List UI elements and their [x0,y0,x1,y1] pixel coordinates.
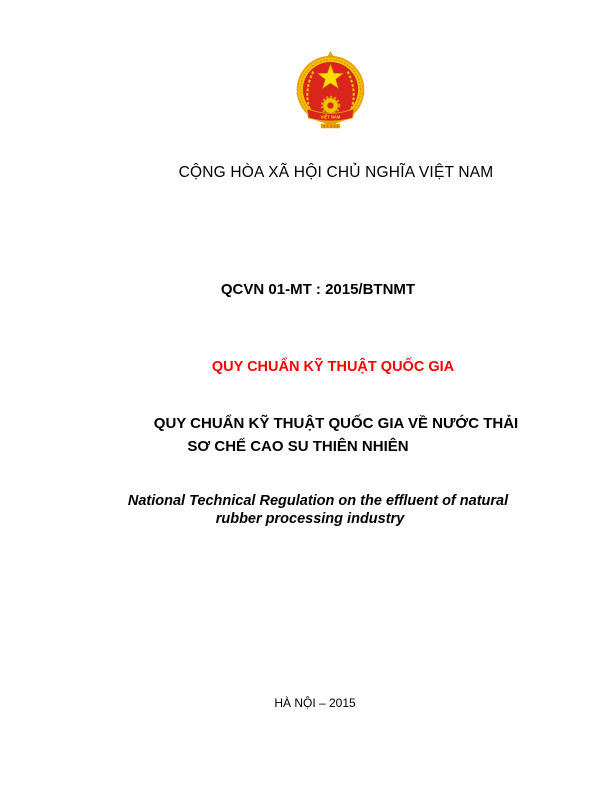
vietnam-emblem-icon [296,51,365,129]
title-english-line-1: National Technical Regulation on the effluent of natural [127,493,509,509]
regulation-code: QCVN 01-MT : 2015/BTNMT [220,281,416,298]
title-english-line-2: rubber processing industry [215,511,405,527]
regulation-type-heading: QUY CHUẨN KỸ THUẬT QUỐC GIA [211,359,455,375]
republic-title: CỘNG HÒA XÃ HỘI CHỦ NGHĨA VIỆT NAM [178,164,494,181]
place-and-year: HÀ NỘI – 2015 [274,696,356,710]
title-vietnamese-line-2: SƠ CHẾ CAO SU THIÊN NHIÊN [187,438,409,455]
vietnam-national-emblem [296,51,365,129]
emblem-banner-text: VIỆT NAM [320,114,341,120]
title-vietnamese-line-1: QUY CHUẨN KỸ THUẬT QUỐC GIA VỀ NƯỚC THẢI [153,415,519,432]
